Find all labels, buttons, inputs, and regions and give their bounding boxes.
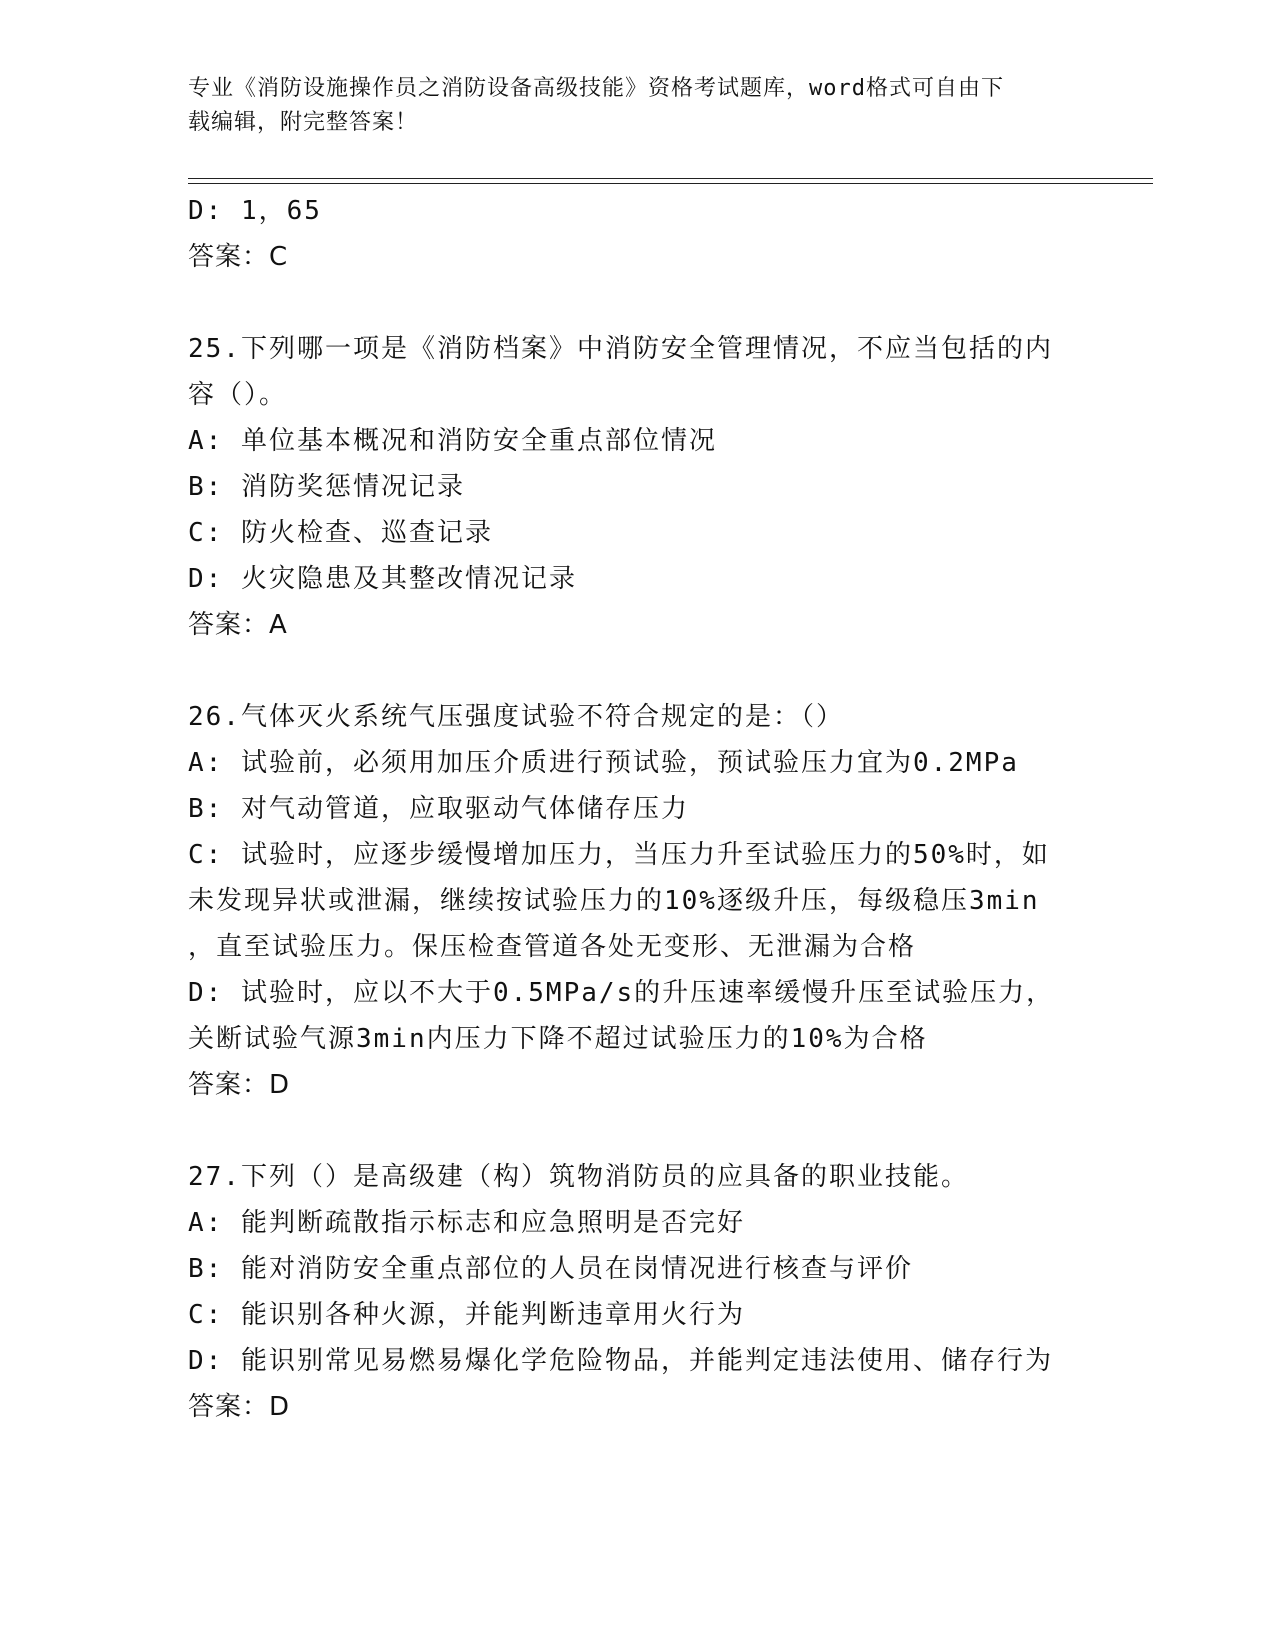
question-stem-line: 27.下列（）是高级建（构）筑物消防员的应具备的职业技能。 xyxy=(188,1162,969,1192)
question-26 xyxy=(188,694,1128,1108)
option-b: B: 消防奖惩情况记录 xyxy=(188,472,465,502)
header-line-2: 载编辑，附完整答案！ xyxy=(188,110,419,135)
question-stem-line: 容（）。 xyxy=(188,380,288,410)
option-d-continued: 关断试验气源3min内压力下降不超过试验压力的10%为合格 xyxy=(188,1024,928,1054)
option-c: C: 试验时，应逐步缓慢增加压力，当压力升至试验压力的50%时，如 xyxy=(188,840,1050,870)
header-rule-bottom xyxy=(188,183,1153,184)
option-c-continued: ，直至试验压力。保压检查管道各处无变形、无泄漏为合格 xyxy=(188,932,917,962)
answer: 答案：D xyxy=(188,1392,291,1422)
question-content xyxy=(188,188,1128,1430)
answer: 答案：A xyxy=(188,610,288,640)
header-line-1: 专业《消防设施操作员之消防设备高级技能》资格考试题库，word格式可自由下 xyxy=(188,76,1004,101)
option-c: C: 能识别各种火源，并能判断违章用火行为 xyxy=(188,1300,745,1330)
question-stem-line: 26.气体灭火系统气压强度试验不符合规定的是：（） xyxy=(188,702,844,732)
question-stem-line: 25.下列哪一项是《消防档案》中消防安全管理情况，不应当包括的内 xyxy=(188,334,1053,364)
question-25 xyxy=(188,326,1128,648)
option-a: A: 试验前，必须用加压介质进行预试验，预试验压力宜为0.2MPa xyxy=(188,748,1019,778)
carryover-option-d: D: 1，65 xyxy=(188,196,322,226)
carryover-answer: 答案：C xyxy=(188,242,289,272)
answer: 答案：D xyxy=(188,1070,291,1100)
option-c: C: 防火检查、巡查记录 xyxy=(188,518,493,548)
question-27 xyxy=(188,1154,1128,1430)
option-d: D: 试验时，应以不大于0.5MPa/s的升压速率缓慢升压至试验压力， xyxy=(188,978,1055,1008)
option-d: D: 能识别常见易燃易爆化学危险物品，并能判定违法使用、储存行为 xyxy=(188,1346,1053,1376)
page-header xyxy=(188,72,1068,140)
option-b: B: 能对消防安全重点部位的人员在岗情况进行核查与评价 xyxy=(188,1254,913,1284)
option-b: B: 对气动管道，应取驱动气体储存压力 xyxy=(188,794,689,824)
header-rule-top xyxy=(188,178,1153,179)
option-c-continued: 未发现异状或泄漏，继续按试验压力的10%逐级升压，每级稳压3min xyxy=(188,886,1040,916)
option-a: A: 能判断疏散指示标志和应急照明是否完好 xyxy=(188,1208,745,1238)
option-d: D: 火灾隐患及其整改情况记录 xyxy=(188,564,577,594)
option-a: A: 单位基本概况和消防安全重点部位情况 xyxy=(188,426,717,456)
